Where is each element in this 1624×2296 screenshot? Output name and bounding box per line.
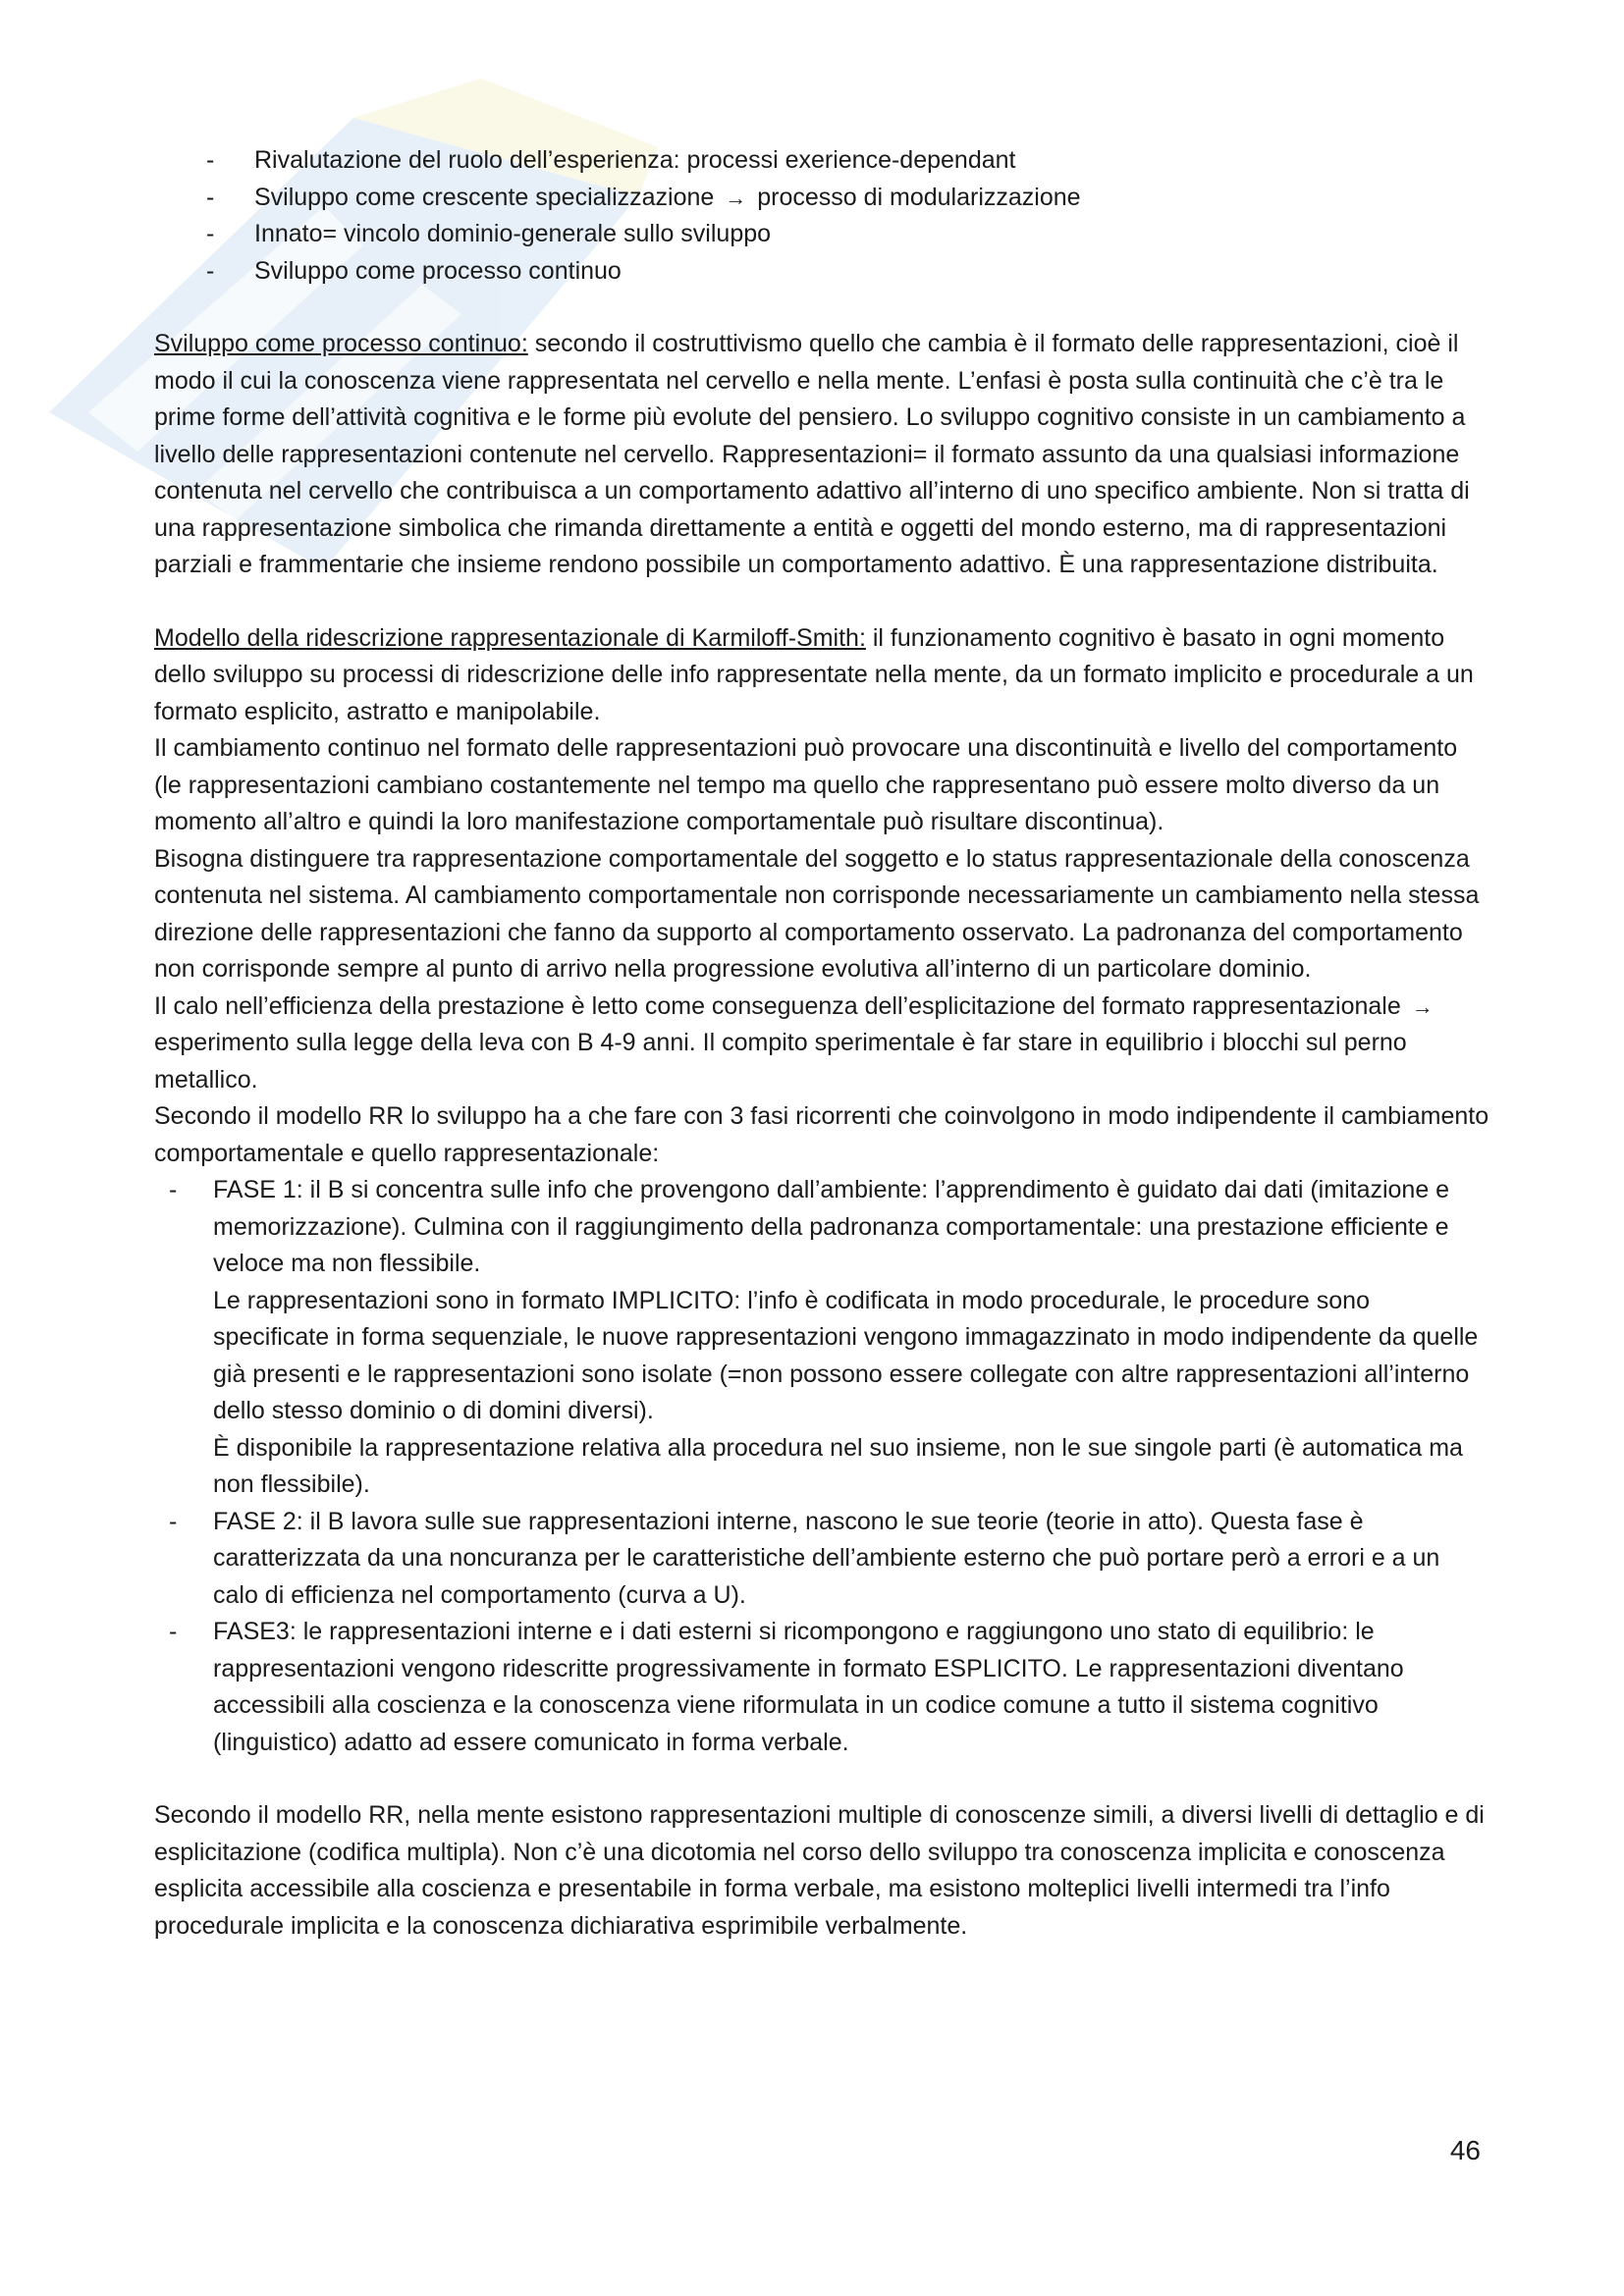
page-number: 46 — [1449, 2135, 1481, 2165]
bullet-list-top — [154, 142, 1489, 290]
paragraph-closing: Secondo il modello RR, nella mente esistono rappresentazioni multiple di conoscenze simili, a diversi livelli di dettaglio e di esplicitazione (codifica multipla). Non c’è una dicotomia nel corso dello sviluppo tra conoscenza implicita e conoscenza esplicita accessibile alla coscienza e presentabile in forma verbale, ma esistono molteplici livelli intermedi tra l’info procedurale implicita e la conoscenza dichiarativa esprimibile verbalmente. — [154, 1801, 1485, 1940]
arrow-right-icon: → — [725, 185, 747, 210]
list-item: - Sviluppo come processo continuo — [154, 253, 1489, 291]
list-item-fase-3: - FASE3: le rappresentazioni interne e i dati esterni si ricompongono e raggiungono uno stato di equilibrio: le rappresentazioni vengono ridescritte progressivamente in formato ESPLICITO. Le rappresentazioni diventano accessibili alla coscienza e la conoscenza viene riformulata in un codice comune a tutto il sistema cognitivo (linguistico) adatto ad essere comunicato in forma verbale. — [154, 1614, 1489, 1761]
paragraph: Secondo il modello RR lo sviluppo ha a che fare con 3 fasi ricorrenti che coinvolgono in modo indipendente il cambiamento comportamentale e quello rappresentazionale: — [154, 1102, 1489, 1167]
list-item-fase-2: - FASE 2: il B lavora sulle sue rappresentazioni interne, nascono le sue teorie (teorie in atto). Questa fase è caratterizzata da una noncuranza per le caratteristiche dell’ambiente esterno che può portare però a errori e a un calo di efficienza nel comportamento (curva a U). — [154, 1504, 1489, 1615]
paragraph: Il calo nell’efficienza della prestazione è letto come conseguenza dell’esplicitazione del formato rappresentazionale → esperimento sulla legge della leva con B 4-9 anni. Il compito sperimentale è far stare in equilibrio i blocchi sul perno metallico. — [154, 988, 1489, 1099]
list-item: - Sviluppo come crescente specializzazione → processo di modularizzazione — [154, 180, 1489, 217]
section-heading: Modello della ridescrizione rappresentazionale di Karmiloff-Smith: — [154, 623, 866, 652]
arrow-right-icon: → — [1411, 993, 1434, 1019]
paragraph-sviluppo-continuo: Sviluppo come processo continuo: secondo il costruttivismo quello che cambia è il formato delle rappresentazioni, cioè il modo il cui la conoscenza viene rappresentata nel cervello e nella mente. L’enfasi è posta sulla continuità che c’è tra le prime forme dell’attività cognitiva e le forme più evolute del pensiero. Lo sviluppo cognitivo consiste in un cambiamento a livello delle rappresentazioni contenute nel cervello. Rappresentazioni= il formato assunto da una qualsiasi informazione contenuta nel cervello che contribuisca a un comportamento adattivo all’interno di uno specifico ambiente. Non si tratta di una rappresentazione simbolica che rimanda direttamente a entità e oggetti del mondo esterno, ma di rappresentazioni parziali e frammentarie che insieme rendono possibile un comportamento adattivo. È una rappresentazione distribuita. — [154, 330, 1470, 578]
paragraph-karmiloff-smith: Modello della ridescrizione rappresentazionale di Karmiloff-Smith: il funzionamento cognitivo è basato in ogni momento dello sviluppo su processi di ridescrizione delle info rappresentate nella mente, da un formato implicito e procedurale a un formato esplicito, astratto e manipolabile. — [154, 623, 1474, 725]
paragraph: Il cambiamento continuo nel formato delle rappresentazioni può provocare una discontinuità e livello del comportamento (le rappresentazioni cambiano costantemente nel tempo ma quello che rappresentano può essere molto diverso da un momento all’altro e quindi la loro manifestazione comportamentale può risultare discontinua). — [154, 734, 1458, 835]
fasi-list — [154, 1172, 1489, 1761]
list-item: - Innato= vincolo dominio-generale sullo sviluppo — [154, 216, 1489, 253]
paragraph: Bisogna distinguere tra rappresentazione comportamentale del soggetto e lo status rappresentazionale della conoscenza contenuta nel sistema. Al cambiamento comportamentale non corrisponde necessariamente un cambiamento nella stessa direzione delle rappresentazioni che fanno da supporto al comportamento osservato. La padronanza del comportamento non corrisponde sempre al punto di arrivo nella progressione evolutiva all’interno di un particolare dominio. — [154, 844, 1480, 983]
section-heading: Sviluppo come processo continuo: — [154, 330, 528, 357]
list-item-fase-1: - FASE 1: il B si concentra sulle info che provengono dall’ambiente: l’apprendimento è guidato dai dati (imitazione e memorizzazione). Culmina con il raggiungimento della padronanza comportamentale: una prestazione efficiente e veloce ma non flessibile. Le rappresentazioni sono in formato IMPLICITO: l’info è codificata in modo procedurale, le procedure sono specificate in forma sequenziale, le nuove rappresentazioni vengono immagazzinato in modo indipendente da quelle già presenti e le rappresentazioni sono isolate (=non possono essere collegate con altre rappresentazioni all’interno dello stesso dominio o di domini diversi). È disponibile la rappresentazione relativa alla procedura nel suo insieme, non le sue singole parti (è automatica ma non flessibile). — [154, 1172, 1489, 1504]
document-page — [154, 142, 1489, 1945]
list-item: - Rivalutazione del ruolo dell’esperienza: processi exerience-dependant — [154, 142, 1489, 180]
